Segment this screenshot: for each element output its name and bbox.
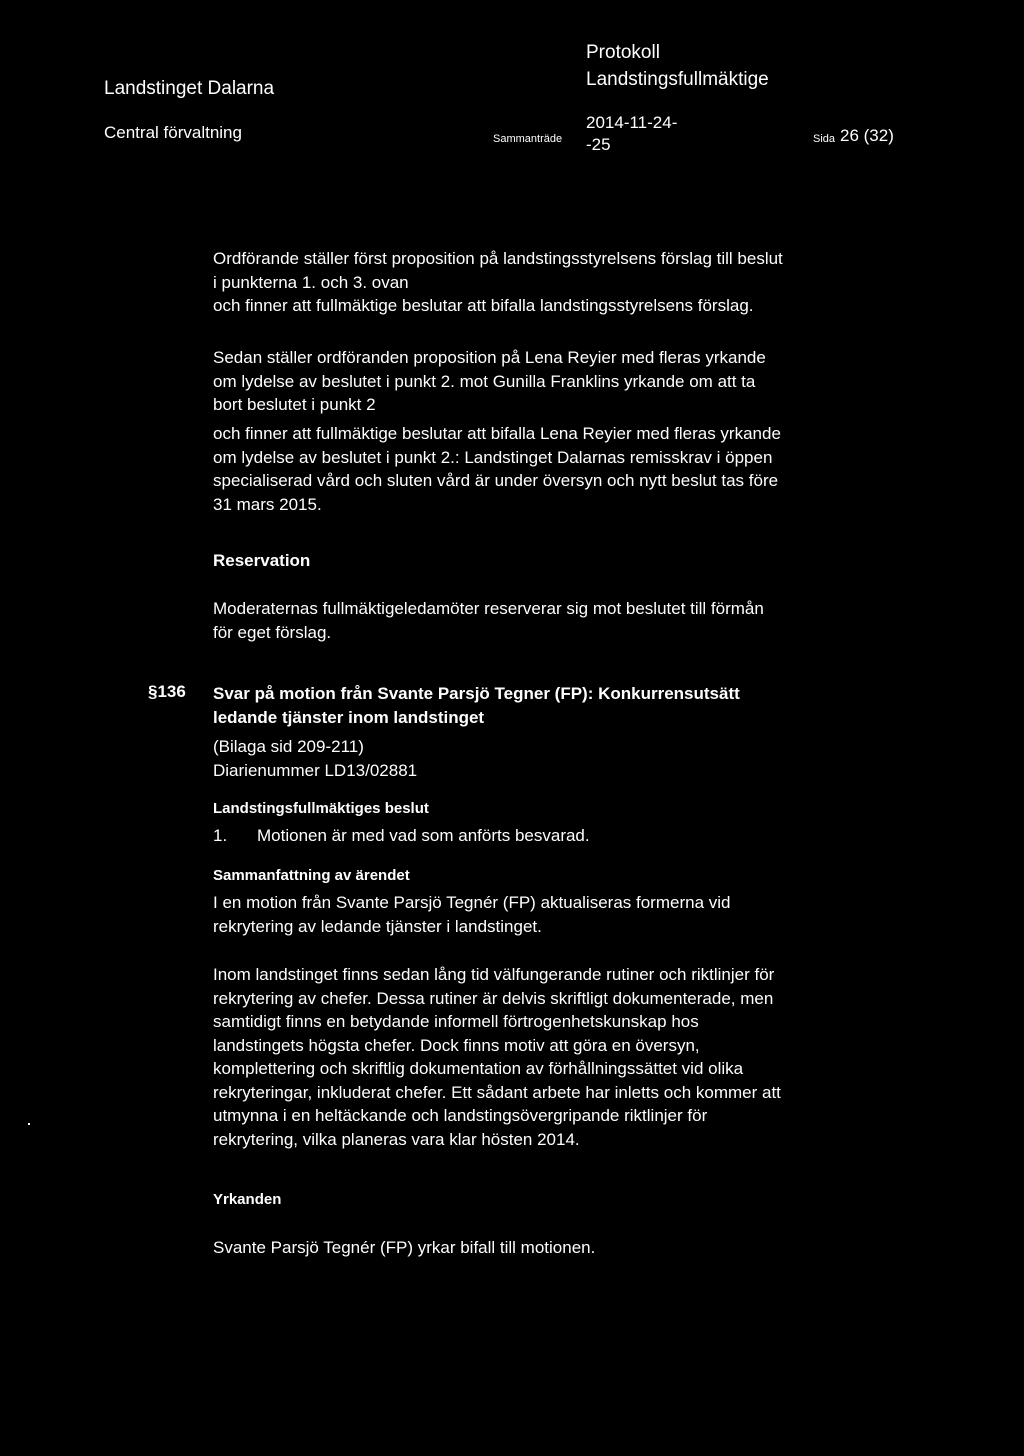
section-references <box>213 735 913 782</box>
diary-number: Diarienummer LD13/02881 <box>213 760 418 780</box>
text-line: rekryteringar, inkluderat chefer. Ett sådant arbete har inletts och kommer att <box>213 1082 781 1102</box>
claims-text <box>213 1236 913 1260</box>
text-line: rekrytering, vilka planeras vara klar hösten 2014. <box>213 1129 580 1149</box>
page-number: 26 (32) <box>840 126 894 145</box>
paragraph-proposition-2 <box>213 346 913 417</box>
paragraph-proposition-1 <box>213 247 913 318</box>
reservation-heading: Reservation <box>213 551 311 570</box>
department: Central förvaltning <box>104 123 242 142</box>
summary-paragraph-2 <box>213 963 913 1151</box>
text-line: Ordförande ställer först proposition på landstingsstyrelsens förslag till beslut <box>213 249 783 268</box>
decision-item <box>213 824 913 848</box>
reservation-text <box>213 597 913 644</box>
text-line: bort beslutet i punkt 2 <box>213 395 376 414</box>
text-line: rekrytering av chefer. Dessa rutiner är delvis skriftligt dokumenterade, men <box>213 988 774 1008</box>
text-line: 31 mars 2015. <box>213 494 322 514</box>
document-type: Protokoll <box>586 42 660 63</box>
text-line: Sedan ställer ordföranden proposition på Lena Reyier med fleras yrkande <box>213 348 766 367</box>
text-line: Moderaternas fullmäktigeledamöter reserverar sig mot beslutet till förmån <box>213 599 764 618</box>
text-line: I en motion från Svante Parsjö Tegnér (FP) aktualiseras formerna vid <box>213 893 731 912</box>
title-line: Svar på motion från Svante Parsjö Tegner (FP): Konkurrensutsätt <box>213 684 740 703</box>
section-title <box>213 682 740 730</box>
text-line: i punkterna 1. och 3. ovan <box>213 272 409 292</box>
meeting-label: Sammanträde <box>493 133 563 145</box>
claims-heading: Yrkanden <box>213 1191 282 1208</box>
text-line: om lydelse av beslutet i punkt 2.: Landstinget Dalarnas remisskrav i öppen <box>213 447 773 467</box>
summary-paragraph-1 <box>213 891 913 938</box>
text-line: komplettering och skriftlig dokumentation av förhållningssättet vid olika <box>213 1059 744 1078</box>
text-line: Inom landstinget finns sedan lång tid välfungerande rutiner och riktlinjer för <box>213 965 775 984</box>
text-line: landstingets högsta chefer. Dock finns motiv att göra en översyn, <box>213 1035 700 1055</box>
text-line: Svante Parsjö Tegnér (FP) yrkar bifall till motionen. <box>213 1238 596 1257</box>
scan-speck <box>28 1123 30 1125</box>
body-name: Landstingsfullmäktige <box>586 69 769 90</box>
decision-heading: Landstingsfullmäktiges beslut <box>213 800 429 817</box>
text-line: samtidigt finns en betydande informell förtrogenhetskunskap hos <box>213 1012 699 1031</box>
text-line: rekrytering av ledande tjänster i landstinget. <box>213 916 542 936</box>
text-line: för eget förslag. <box>213 622 332 642</box>
section-number: §136 <box>148 682 186 701</box>
decision-number: 1. <box>213 826 228 845</box>
meeting-date-line1: 2014-11-24- <box>586 113 678 132</box>
decision-text: Motionen är med vad som anförts besvarad. <box>257 826 590 845</box>
text-line: specialiserad vård och sluten vård är under översyn och nytt beslut tas före <box>213 471 779 490</box>
organization-name: Landstinget Dalarna <box>104 78 275 99</box>
attachment-reference: (Bilaga sid 209-211) <box>213 737 364 756</box>
title-line: ledande tjänster inom landstinget <box>213 708 485 727</box>
page-label: Sida <box>813 133 836 145</box>
meeting-date-line2: -25 <box>586 135 611 154</box>
text-line: utmynna i en heltäckande och landstingsövergripande riktlinjer för <box>213 1106 708 1125</box>
text-line: och finner att fullmäktige beslutar att bifalla Lena Reyier med fleras yrkande <box>213 424 781 443</box>
summary-heading: Sammanfattning av ärendet <box>213 867 410 884</box>
paragraph-decision <box>213 422 913 516</box>
text-line: och finner att fullmäktige beslutar att bifalla landstingsstyrelsens förslag. <box>213 296 754 315</box>
text-line: om lydelse av beslutet i punkt 2. mot Gunilla Franklins yrkande om att ta <box>213 371 756 391</box>
